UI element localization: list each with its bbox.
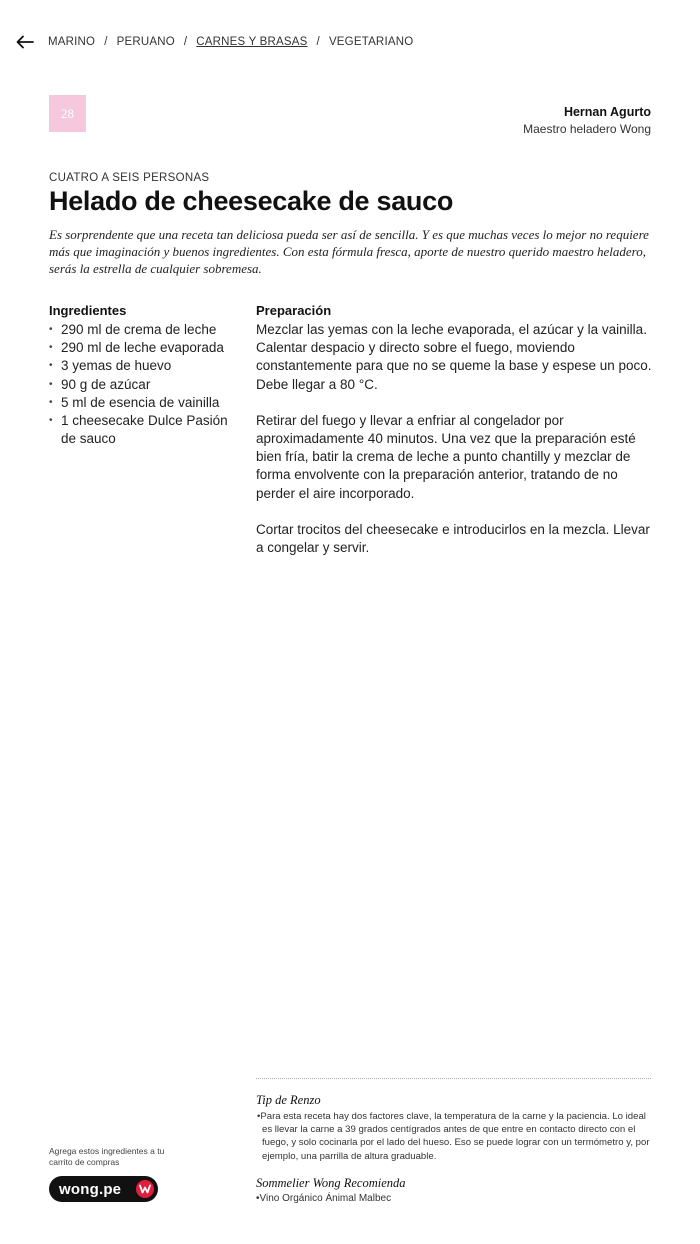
author-block — [523, 105, 651, 136]
tip-heading: Tip de Renzo — [256, 1093, 321, 1107]
wong-logo-mark-icon — [136, 1180, 154, 1198]
preparation-step: Retirar del fuego y llevar a enfriar al congelador por aproximadamente 40 minutos. Una vez que la preparación esté bien fría, batir la crema de leche a punto chantilly y mezclar de forma envolvente con la preparación anterior, tratando de no perder el aire incorporado. — [256, 412, 636, 501]
wong-logo-button[interactable] — [49, 1176, 158, 1202]
preparation-step: Cortar trocitos del cheesecake e introducirlos en la mezcla. Llevar a congelar y servir. — [256, 521, 650, 556]
recipe-title: Helado de cheesecake de sauco — [49, 186, 454, 216]
back-arrow-icon[interactable] — [16, 35, 34, 49]
author-name: Hernan Agurto — [563, 105, 651, 119]
nav-item-vegetariano[interactable]: VEGETARIANO — [328, 36, 414, 48]
preparation-heading: Preparación — [256, 303, 332, 318]
sommelier-recommendation: • Vino Orgánico Ánimal Malbec — [256, 1193, 656, 1204]
recipe-intro: Es sorprendente que una receta tan deliciosa pueda ser así de sencilla. Y es que muchas veces lo mejor no requiere más que imaginación y buenos ingredientes. Con esta fórmula fresca, aporte de nuestro querido maestro heladero, serás la estrella de cualquier sobremesa. — [49, 227, 649, 276]
footer-divider — [256, 1078, 651, 1079]
nav-separator: / — [183, 36, 188, 48]
preparation-step: Mezclar las yemas con la leche evaporada, el azúcar y la vainilla. Calentar despacio y directo sobre el fuego, moviendo constantemente para que no se queme la base y espese un poco. Debe llegar a 80 °C. — [256, 322, 652, 392]
nav-item-carnes-y-brasas[interactable]: CARNES Y BRASAS — [196, 36, 308, 48]
nav-item-marino[interactable]: MARINO — [48, 36, 96, 48]
ingredient-item: • 1 cheesecake Dulce Pasión de sauco — [49, 412, 239, 448]
ingredient-item: • 290 ml de leche evaporada — [49, 339, 239, 357]
sommelier-section — [256, 1176, 656, 1204]
servings-label: CUATRO A SEIS PERSONAS — [49, 172, 210, 184]
nav-separator: / — [104, 36, 108, 48]
sommelier-heading: Sommelier Wong Recomienda — [256, 1176, 406, 1190]
wong-logo-text: wong.pe — [59, 1180, 122, 1198]
ingredient-item: • 290 ml de crema de leche — [49, 321, 239, 339]
category-nav — [48, 36, 413, 48]
page-number-badge: 28 — [49, 95, 86, 132]
preparation-section — [256, 303, 656, 575]
tip-body: • Para esta receta hay dos factores clave, la temperatura de la carne y la paciencia. Lo ideal es llevar la carne a 39 grados centígrados antes de que entre en contacto directo con el fuego, y solo cocinarla por el lado del hueso. Eso se puede lograr con un termómetro y, por ejemplo, una parrilla de altura graduable. — [256, 1110, 656, 1163]
ingredients-list — [49, 321, 239, 448]
ingredient-item: • 5 ml de esencia de vainilla — [49, 394, 239, 412]
tip-section — [256, 1093, 656, 1163]
top-nav — [16, 30, 680, 54]
ingredients-heading: Ingredientes — [49, 303, 127, 318]
nav-separator: / — [316, 36, 320, 48]
ingredient-item: • 3 yemas de huevo — [49, 357, 239, 375]
cart-note: Agrega estos ingredientes a tu carrito de compras — [49, 1146, 165, 1167]
ingredients-section — [49, 303, 239, 448]
ingredient-item: • 90 g de azúcar — [49, 376, 239, 394]
author-role: Maestro heladero Wong — [523, 122, 651, 136]
nav-item-peruano[interactable]: PERUANO — [116, 36, 175, 48]
